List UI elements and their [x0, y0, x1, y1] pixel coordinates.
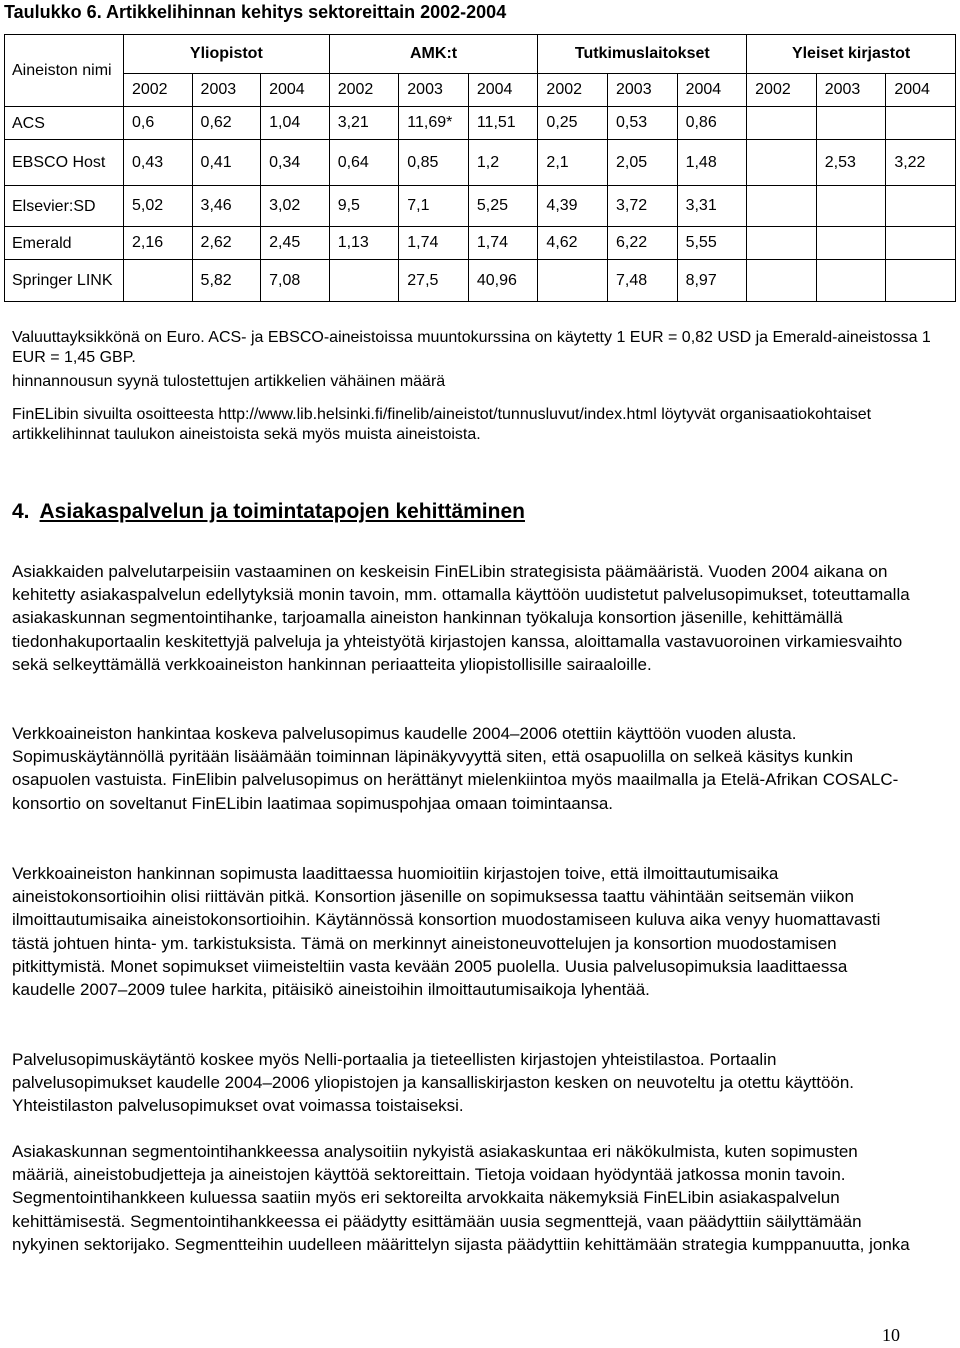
table-cell: 27,5: [399, 260, 469, 302]
table-cell: [816, 186, 886, 227]
table-cell: [886, 227, 956, 260]
year-cell: 2004: [677, 74, 747, 107]
paragraph: Asiakkaiden palvelutarpeisiin vastaaminen on keskeisin FinELibin strategisista päämääristä. Vuoden 2004 aikana on kehitetty asiakaspalvelun edellytyksiä monin tavoin, mm. ottamalla käyttöön uudistetut palvelusopimukset, toteuttamalla asiakaskunnan segmentointihanke, tarjoamalla aineiston hankinnan työkaluja konsortion jäsenille, kehittämällä tiedonhakuportaalin keskitettyjä palveluja ja yhteistyötä kirjastojen kanssa, aloittamalla vastavuoroinen virkamiesvaihto sekä selkeyttämällä verkkoaineiston hankinnan periaatteita yliopistollisille sairaaloille.: [12, 562, 910, 674]
table-cell: 0,25: [538, 107, 608, 140]
table-cell: 11,69*: [399, 107, 469, 140]
sector-header-row: [5, 35, 956, 74]
year-cell: 2004: [886, 74, 956, 107]
table-cell: [123, 260, 192, 302]
source-note: FinELibin sivuilta osoitteesta http://www.lib.helsinki.fi/finelib/aineistot/tunnusluvut/index.html löytyvät organisaatiokohtaiset artikkelihinnat taulukon aineistoista sekä myös muista aineistoista.: [12, 406, 872, 443]
table-cell: 2,16: [123, 227, 192, 260]
table-cell: 1,74: [468, 227, 538, 260]
year-cell: 2003: [608, 74, 678, 107]
table-cell: 0,41: [192, 140, 261, 186]
row-label: EBSCO Host: [5, 140, 124, 186]
table-row: [5, 186, 956, 227]
year-cell: 2003: [399, 74, 469, 107]
table-cell: 0,64: [329, 140, 399, 186]
table-cell: 3,46: [192, 186, 261, 227]
table-cell: [747, 140, 817, 186]
table-cell: [747, 227, 817, 260]
table-cell: 0,6: [123, 107, 192, 140]
table-cell: 2,53: [816, 140, 886, 186]
sector-header: Yliopistot: [123, 35, 329, 74]
table-cell: 3,31: [677, 186, 747, 227]
page-number: 10: [882, 1325, 900, 1345]
paragraph: Palvelusopimuskäytäntö koskee myös Nelli-portaalia ja tieteellisten kirjastojen yhteistilastoa. Portaalin palvelusopimukset kaudelle 2004–2006 yliopistojen ja kansalliskirjaston kesken on neuvoteltu ja otettu käyttöön. Yhteistilaston palvelusopimukset ovat voimassa toistaiseksi.: [12, 1050, 855, 1116]
table-cell: 1,74: [399, 227, 469, 260]
table-cell: 1,13: [329, 227, 399, 260]
table-cell: 0,86: [677, 107, 747, 140]
row-label: Emerald: [5, 227, 124, 260]
table-cell: [816, 227, 886, 260]
table-cell: 1,2: [468, 140, 538, 186]
table-cell: [816, 260, 886, 302]
table-cell: [329, 260, 399, 302]
table-cell: 7,08: [261, 260, 330, 302]
table-cell: 0,43: [123, 140, 192, 186]
row-label: ACS: [5, 107, 124, 140]
table-cell: 7,1: [399, 186, 469, 227]
table-cell: 5,82: [192, 260, 261, 302]
table-cell: [886, 107, 956, 140]
currency-note: Valuuttayksikkönä on Euro. ACS- ja EBSCO-aineistoissa muuntokurssina on käytetty 1 EUR = 0,82 USD ja Emerald-aineistossa 1 EUR = 1,45 GBP.: [12, 329, 931, 366]
sector-header: AMK:t: [329, 35, 538, 74]
table-cell: [538, 260, 608, 302]
row-label: Elsevier:SD: [5, 186, 124, 227]
table-cell: 3,22: [886, 140, 956, 186]
year-cell: 2004: [261, 74, 330, 107]
year-cell: 2004: [468, 74, 538, 107]
row-label: Springer LINK: [5, 260, 124, 302]
year-cell: 2002: [747, 74, 817, 107]
table-cell: 5,25: [468, 186, 538, 227]
section-heading: [12, 500, 525, 524]
table-cell: 0,34: [261, 140, 330, 186]
table-cell: 4,62: [538, 227, 608, 260]
footnote: hinnannousun syynä tulostettujen artikkelien vähäinen määrä: [12, 373, 446, 390]
table-cell: 5,55: [677, 227, 747, 260]
year-cell: 2002: [123, 74, 192, 107]
paragraph: Verkkoaineiston hankintaa koskeva palvelusopimus kaudelle 2004–2006 otettiin käyttöön vuoden alusta. Sopimuskäytännöllä pyritään lisäämään toiminnan läpinäkyvyyttä siten, että osapuolilla on selkeä käsitys kunkin osapuolen vastuista. FinElibin palvelusopimus on herättänyt mielenkiintoa myös maailmalla ja Etelä-Afrikan COSALC-konsortio on soveltanut FinELibin laatimaa sopimuspohjaa omaan toimintaansa.: [12, 724, 899, 813]
table-cell: 3,72: [608, 186, 678, 227]
table-cell: 3,02: [261, 186, 330, 227]
table-cell: 0,53: [608, 107, 678, 140]
table-row: [5, 140, 956, 186]
year-cell: 2003: [816, 74, 886, 107]
table-row: [5, 107, 956, 140]
price-table: [4, 34, 956, 302]
paragraph: Asiakaskunnan segmentointihankkeessa analysoitiin nykyistä asiakaskuntaa eri näkökulmista, kuten sopimusten määriä, aineistobudjetteja ja aineistojen käyttöä sektoreittain. Tietoja voidaan hyödyntää jatkossa monin tavoin. Segmentointihankkeen kuluessa saatiin myös eri sektoreilta arvokkaita näkemyksiä FinELibin asiakaspalvelun kehittämisestä. Segmentointihankkeessa ei päädytty esittämään uusia segmenttejä, vaan päädyttiin säilyttämään nykyinen sektorijako. Segmentteihin uudelleen määrittelyn sijasta päädyttiin kehittämään strategia kumppanuutta, jonka: [12, 1142, 910, 1254]
table-cell: [886, 260, 956, 302]
table-cell: [886, 186, 956, 227]
table-cell: 5,02: [123, 186, 192, 227]
table-cell: 11,51: [468, 107, 538, 140]
table-cell: 0,62: [192, 107, 261, 140]
sector-header: Tutkimuslaitokset: [538, 35, 747, 74]
corner-label: Aineiston nimi: [5, 35, 124, 107]
table-row: [5, 227, 956, 260]
table-cell: 40,96: [468, 260, 538, 302]
table-cell: 0,85: [399, 140, 469, 186]
table-cell: [747, 186, 817, 227]
table-cell: [816, 107, 886, 140]
table-cell: 2,45: [261, 227, 330, 260]
table-cell: 4,39: [538, 186, 608, 227]
table-cell: 9,5: [329, 186, 399, 227]
year-cell: 2003: [192, 74, 261, 107]
sector-header: Yleiset kirjastot: [747, 35, 956, 74]
table-cell: [747, 107, 817, 140]
year-cell: 2002: [329, 74, 399, 107]
table-cell: 7,48: [608, 260, 678, 302]
table-cell: 2,62: [192, 227, 261, 260]
table-cell: [747, 260, 817, 302]
table-row: [5, 260, 956, 302]
year-header-row: [5, 74, 956, 107]
section-number: 4.: [12, 500, 30, 523]
paragraph: Verkkoaineiston hankinnan sopimusta laadittaessa huomioitiin kirjastojen toive, että ilmoittautumisaika aineistokonsortioihin olisi riittävän pitkä. Konsortion jäsenille on sopimuksessa taattu vähintään seitsemän viikon ilmoittautumisaika aineistokonsortioihin. Käytännössä konsortion muodostamiseen kuluva aika venyy huomattavasti tästä johtuen hinta- ym. tarkistuksista. Tämä on merkinnyt aineistoneuvottelujen ja konsortion muodostamisen pitkittymistä. Monet sopimukset viimeisteltiin vasta kevään 2005 puolella. Uusia palvelusopimuksia laadittaessa kaudelle 2007–2009 tulee harkita, pitäisikö aineistoihin ilmoittautumisaikoja lyhentää.: [12, 864, 881, 1000]
table-cell: 2,05: [608, 140, 678, 186]
table-title: Taulukko 6. Artikkelihinnan kehitys sektoreittain 2002-2004: [4, 2, 507, 22]
table-cell: 1,48: [677, 140, 747, 186]
table-cell: 8,97: [677, 260, 747, 302]
table-cell: 1,04: [261, 107, 330, 140]
section-title: Asiakaspalvelun ja toimintatapojen kehittäminen: [39, 500, 525, 523]
table-cell: 6,22: [608, 227, 678, 260]
year-cell: 2002: [538, 74, 608, 107]
table-cell: 2,1: [538, 140, 608, 186]
table-cell: 3,21: [329, 107, 399, 140]
